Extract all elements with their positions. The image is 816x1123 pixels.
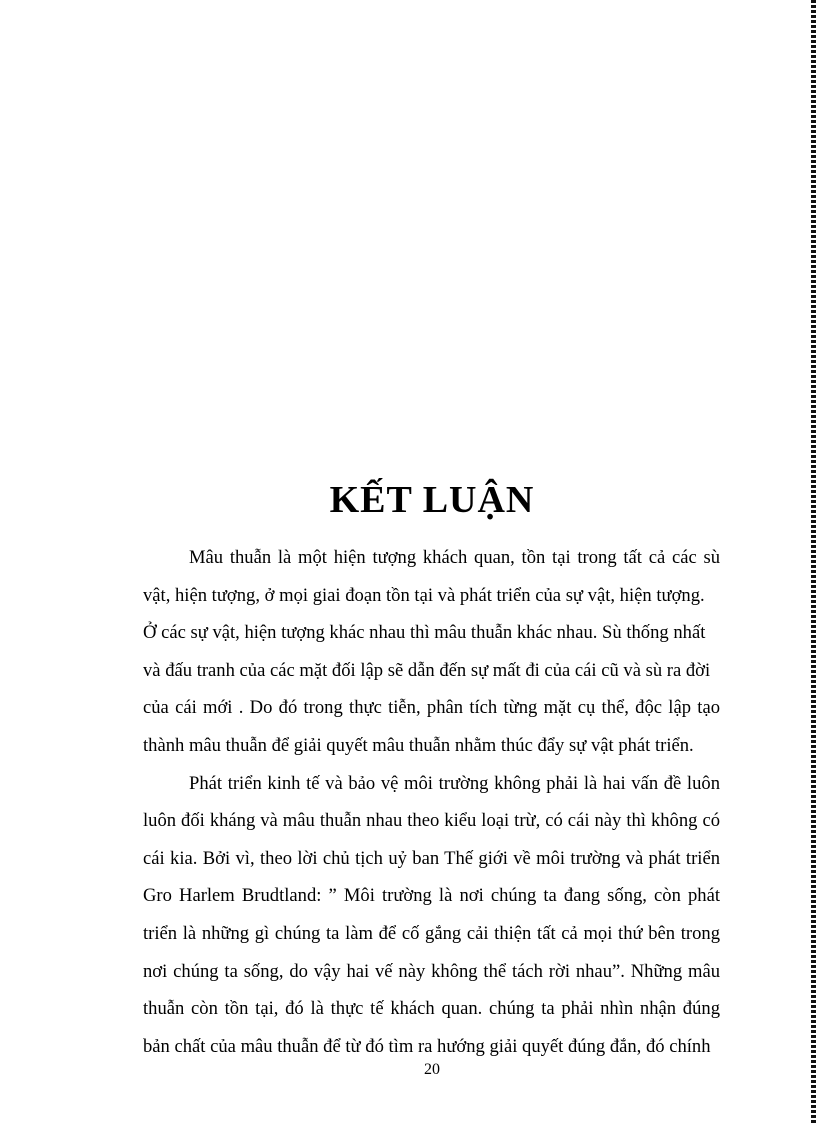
- page-number: 20: [424, 1061, 440, 1078]
- text-line: triển là những gì chúng ta làm để cố gắng cải thiện tất cả mọi thứ bên trong: [143, 922, 720, 944]
- text-line: thuẫn còn tồn tại, đó là thực tế khách quan. chúng ta phải nhìn nhận đúng: [143, 998, 720, 1020]
- body-text: [143, 539, 720, 1065]
- text-line: Phát triển kinh tế và bảo vệ môi trường không phải là hai vấn đề luôn: [189, 772, 720, 794]
- text-line: vật, hiện tượng, ở mọi giai đoạn tồn tại và phát triển của sự vật, hiện tượng.: [143, 584, 705, 606]
- page-title: KẾT LUẬN: [329, 479, 535, 521]
- text-line: Gro Harlem Brudtland: ” Môi trường là nơi chúng ta đang sống, còn phát: [143, 885, 720, 907]
- text-line: của cái mới . Do đó trong thực tiễn, phân tích từng mặt cụ thể, độc lập tạo: [143, 697, 720, 719]
- text-line: và đấu tranh của các mặt đối lập sẽ dẫn đến sự mất đi của cái cũ và sù ra đời: [143, 659, 711, 681]
- text-line: nơi chúng ta sống, do vậy hai vế này không thể tách rời nhau”. Những mâu: [143, 960, 720, 982]
- text-line: bản chất của mâu thuẫn để từ đó tìm ra hướng giải quyết đúng đắn, đó chính: [143, 1035, 711, 1057]
- text-line: cái kia. Bởi vì, theo lời chủ tịch uỷ ban Thế giới về môi trường và phát triển: [143, 847, 720, 869]
- text-line: Mâu thuẫn là một hiện tượng khách quan, tồn tại trong tất cả các sù: [189, 547, 720, 568]
- text-line: luôn đối kháng và mâu thuẫn nhau theo kiểu loại trừ, có cái này thì không có: [143, 810, 720, 832]
- text-line: Ở các sự vật, hiện tượng khác nhau thì mâu thuẫn khác nhau. Sù thống nhất: [143, 622, 706, 644]
- page-border-right: [811, 0, 816, 1123]
- text-line: thành mâu thuẫn để giải quyết mâu thuẫn nhằm thúc đẩy sự vật phát triển.: [143, 734, 694, 756]
